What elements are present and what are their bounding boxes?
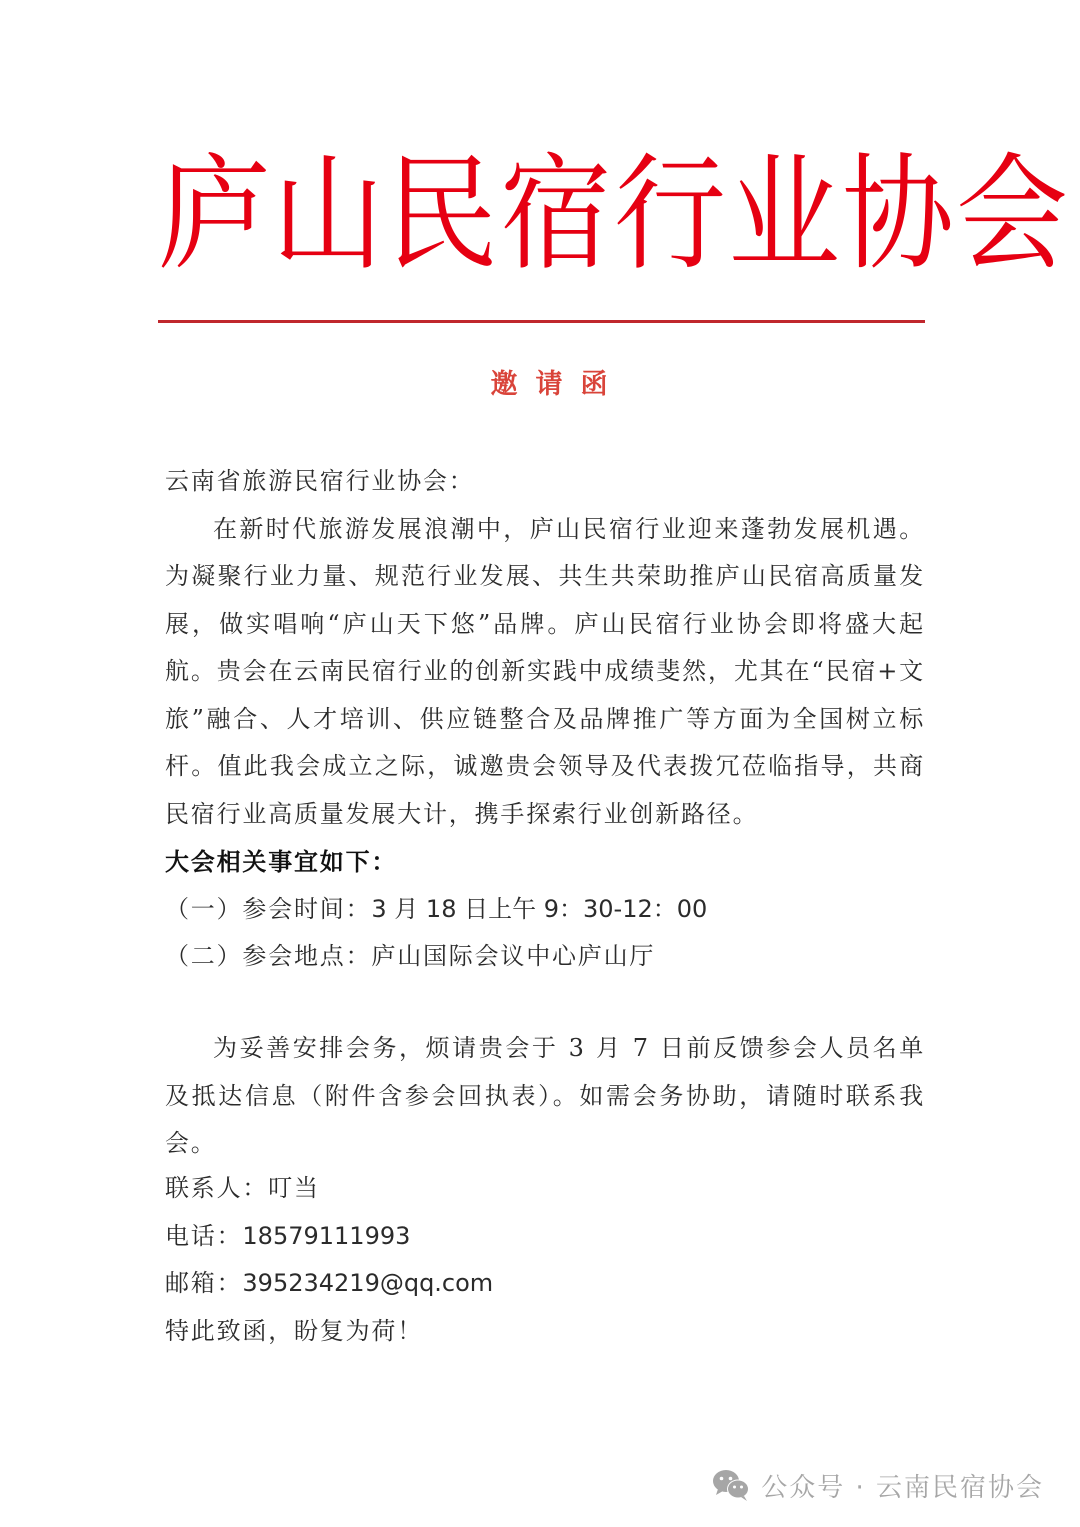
salutation: 云南省旅游民宿行业协会： <box>165 467 475 495</box>
meeting-details-heading: 大会相关事宜如下： <box>165 847 398 876</box>
document-title: 邀请函 <box>490 369 626 400</box>
meeting-time-value: 3 月 18 日上午 9：30-12：00 <box>371 894 708 923</box>
organization-name-heading: 庐山民宿行业协会 <box>158 142 1070 288</box>
contact-email <box>165 1260 925 1308</box>
meeting-time-label: （一）参会时间： <box>165 894 372 923</box>
closing-line: 特此致函，盼复为荷！ <box>165 1316 423 1345</box>
wechat-account-name: 公众号 · 云南民宿协会 <box>761 1472 1044 1503</box>
contact-email-value: 395234219@qq.com <box>242 1269 494 1297</box>
contact-email-label: 邮箱： <box>165 1269 243 1297</box>
wechat-icon <box>711 1468 751 1502</box>
meeting-time-item <box>165 886 925 934</box>
contact-phone-label: 电话： <box>165 1221 243 1250</box>
header-divider <box>158 320 925 323</box>
meeting-location-label: （二）参会地点： <box>165 942 372 970</box>
contact-person-value: 叮当 <box>268 1174 320 1202</box>
intro-paragraph: 在新时代旅游发展浪潮中，庐山民宿行业迎来蓬勃发展机遇。为凝聚行业力量、规范行业发展、共生共荣助推庐山民宿高质量发展，做实唱响“庐山天下悠”品牌。庐山民宿行业协会即将盛大起航。贵会在云南民宿行业的创新实践中成绩斐然，尤其在“民宿+文旅”融合、人才培训、供应链整合及品牌推广等方面为全国树立标杆。值此我会成立之际，诚邀贵会领导及代表拨冗莅临指导，共商民宿行业高质量发展大计，携手探索行业创新路径。 <box>165 514 925 828</box>
contact-person-label: 联系人： <box>165 1174 269 1202</box>
contact-section <box>165 1165 925 1355</box>
contact-person <box>165 1165 925 1213</box>
contact-phone-value: 18579111993 <box>242 1221 411 1250</box>
rsvp-paragraph: 为妥善安排会务，烦请贵会于 3 月 7 日前反馈参会人员名单及抵达信息（附件含参会回执表）。如需会务协助，请随时联系我会。 <box>165 1034 925 1157</box>
letter-body <box>165 458 925 981</box>
meeting-location-item <box>165 933 925 981</box>
contact-phone <box>165 1213 925 1261</box>
meeting-location-value: 庐山国际会议中心庐山厅 <box>371 942 656 970</box>
wechat-account-watermark <box>711 1465 1044 1505</box>
rsvp-section <box>165 1025 925 1168</box>
